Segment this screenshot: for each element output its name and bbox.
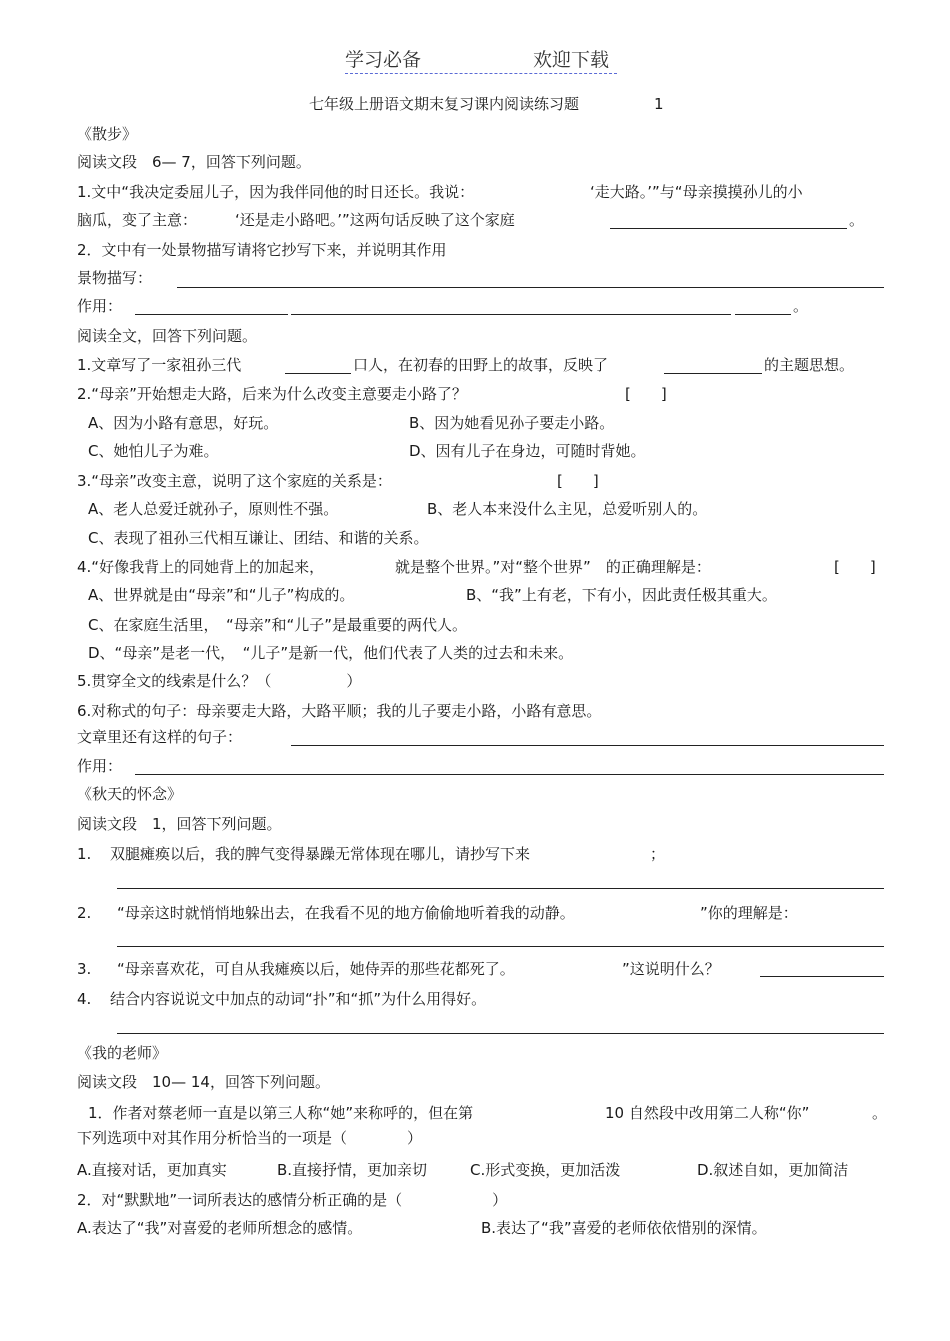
s2-q2-text: “母亲这时就悄悄地躲出去，在我看不见的地方偷偷地听着我的动静。 — [117, 904, 575, 922]
s1-r2-bracket[interactable]: [ ] — [625, 385, 667, 403]
s1-q1-text-a: 1.文中“我决定委屈儿子，因为我伴同他的时日还长。我说： — [77, 183, 475, 201]
s1-r2-option-b[interactable]: B、因为她看见孙子要走小路。 — [409, 414, 615, 432]
s2-q4-number: 4. — [77, 990, 92, 1008]
s1-r3-option-c[interactable]: C、表现了祖孙三代相互谦让、团结、和谐的关系。 — [88, 529, 429, 547]
s1-r1-blank-1[interactable] — [285, 373, 351, 374]
s2-q3-number: 3. — [77, 960, 92, 978]
s1-r6-effect-line[interactable] — [135, 774, 884, 775]
s1-r1-text-a: 1.文章写了一家祖孙三代 — [77, 356, 242, 374]
section-title-qiutian: 《秋天的怀念》 — [77, 785, 183, 803]
s1-intro-2: 阅读全文，回答下列问题。 — [77, 327, 258, 345]
s1-r4-option-c[interactable]: C、在家庭生活里， “母亲”和“儿子”是最重要的两代人。 — [88, 616, 468, 634]
s1-r1-blank-2[interactable] — [664, 373, 762, 374]
s1-q1-text-c: 脑瓜，变了主意： — [77, 211, 198, 229]
s1-q2-scenery-label: 景物描写： — [77, 269, 153, 287]
s1-r3-option-a[interactable]: A、老人总爱迁就孙子，原则性不强。 — [88, 500, 339, 518]
s3-q1-text-a: 1．作者对蔡老师一直是以第三人称“她”来称呼的，但在第 — [88, 1104, 474, 1122]
s1-intro: 阅读文段 6— 7，回答下列问题。 — [77, 153, 311, 171]
s3-q2-text: 2．对“默默地”一词所表达的感情分析正确的是（ ） — [77, 1191, 508, 1209]
page-title: 七年级上册语文期末复习课内阅读练习题 — [309, 95, 580, 113]
s1-q2-effect-end: 。 — [793, 297, 809, 315]
s3-q1-text-d: 下列选项中对其作用分析恰当的一项是（ ） — [77, 1129, 423, 1147]
s2-q1-answer-line[interactable] — [117, 888, 884, 889]
s2-q1-number: 1. — [77, 845, 92, 863]
s2-q3-text: “母亲喜欢花，可自从我瘫痪以后，她侍弄的那些花都死了。 — [117, 960, 515, 978]
s1-r4-text-b: 就是整个世界。”对“整个世界” 的正确理解是： — [395, 558, 711, 576]
header-underline — [345, 73, 617, 74]
s1-r5-text: 5.贯穿全文的线索是什么？（ ） — [77, 672, 362, 690]
header-right: 欢迎下载 — [533, 49, 610, 71]
s1-r2-option-c[interactable]: C、她怕儿子为难。 — [88, 442, 219, 460]
s1-r4-option-d[interactable]: D、“母亲”是老一代， “儿子”是新一代，他们代表了人类的过去和未来。 — [88, 644, 574, 662]
s2-q3-answer-line[interactable] — [760, 976, 884, 977]
s3-q1-option-b[interactable]: B.直接抒情，更加亲切 — [277, 1161, 428, 1179]
s3-q1-option-c[interactable]: C.形式变换，更加活泼 — [470, 1161, 621, 1179]
s1-r3-text: 3.“母亲”改变主意，说明了这个家庭的关系是： — [77, 472, 392, 490]
s1-r2-text: 2.“母亲”开始想走大路，后来为什么改变主意要走小路了？ — [77, 385, 467, 403]
s1-r4-option-a[interactable]: A、世界就是由“母亲”和“儿子”构成的。 — [88, 586, 355, 604]
s1-r2-option-a[interactable]: A、因为小路有意思，好玩。 — [88, 414, 279, 432]
s2-q1-mark: ； — [650, 845, 666, 863]
s2-q4-text: 结合内容说说文中加点的动词“扑”和“抓”为什么用得好。 — [110, 990, 487, 1008]
s2-q3-text-b: ”这说明什么？ — [622, 960, 720, 978]
s1-r1-text-b: 口人，在初春的田野上的故事，反映了 — [353, 356, 609, 374]
section-title-wodelaoshi: 《我的老师》 — [77, 1044, 168, 1062]
s2-q2-number: 2. — [77, 904, 92, 922]
s1-q2-effect-line-2[interactable] — [291, 314, 731, 315]
s3-q1-text-c: 。 — [872, 1104, 888, 1122]
s3-intro: 阅读文段 10— 14，回答下列问题。 — [77, 1073, 330, 1091]
s1-r4-option-b[interactable]: B、“我”上有老，下有小，因此责任极其重大。 — [466, 586, 777, 604]
s2-intro: 阅读文段 1，回答下列问题。 — [77, 815, 282, 833]
s1-q2-scenery-line[interactable] — [177, 287, 884, 288]
s1-q2-effect-line-1[interactable] — [135, 314, 288, 315]
page-title-number: 1 — [654, 95, 664, 113]
s3-q1-option-d[interactable]: D.叙述自如，更加简洁 — [697, 1161, 849, 1179]
s1-r6-effect-label: 作用： — [77, 757, 123, 775]
s1-r2-option-d[interactable]: D、因有儿子在身边，可随时背她。 — [409, 442, 646, 460]
s1-q1-text-b: ‘走大路。’”与“母亲摸摸孙儿的小 — [590, 183, 803, 201]
s1-r3-bracket[interactable]: [ ] — [557, 472, 599, 490]
s1-r3-option-b[interactable]: B、老人本来没什么主见，总爱听别人的。 — [427, 500, 708, 518]
s2-q1-text: 双腿瘫痪以后，我的脾气变得暴躁无常体现在哪儿，请抄写下来 — [110, 845, 531, 863]
s1-r6-text: 6.对称式的句子：母亲要走大路，大路平顺；我的儿子要走小路，小路有意思。 — [77, 702, 602, 720]
s3-q1-text-b: 10 自然段中改用第二人称“你” — [605, 1104, 810, 1122]
s1-r4-bracket[interactable]: [ ] — [834, 558, 876, 576]
header-left: 学习必备 — [345, 49, 422, 71]
s1-q2-effect-line-3[interactable] — [735, 314, 791, 315]
s2-q4-answer-line[interactable] — [117, 1033, 884, 1034]
section-title-sanbu: 《散步》 — [77, 125, 138, 143]
s3-q1-option-a[interactable]: A.直接对话，更加真实 — [77, 1161, 227, 1179]
s3-q2-option-a[interactable]: A.表达了“我”对喜爱的老师所想念的感情。 — [77, 1219, 363, 1237]
s1-q2-effect-label: 作用： — [77, 297, 123, 315]
s1-r4-text-a: 4.“好像我背上的同她背上的加起来， — [77, 558, 325, 576]
s1-q1-end: 。 — [849, 211, 865, 229]
s1-q1-text-d: ‘还是走小路吧。’”这两句话反映了这个家庭 — [235, 211, 515, 229]
s1-r6-sentence-label: 文章里还有这样的句子： — [77, 728, 243, 746]
s3-q2-option-b[interactable]: B.表达了“我”喜爱的老师依依惜别的深情。 — [481, 1219, 767, 1237]
s1-q2-text: 2．文中有一处景物描写请将它抄写下来，并说明其作用 — [77, 241, 447, 259]
s1-r1-text-c: 的主题思想。 — [764, 356, 855, 374]
s1-r6-sentence-line[interactable] — [291, 745, 884, 746]
s2-q2-text-b: ”你的理解是： — [700, 904, 798, 922]
s1-q1-answer-line[interactable] — [610, 228, 847, 229]
s2-q2-answer-line[interactable] — [117, 946, 884, 947]
